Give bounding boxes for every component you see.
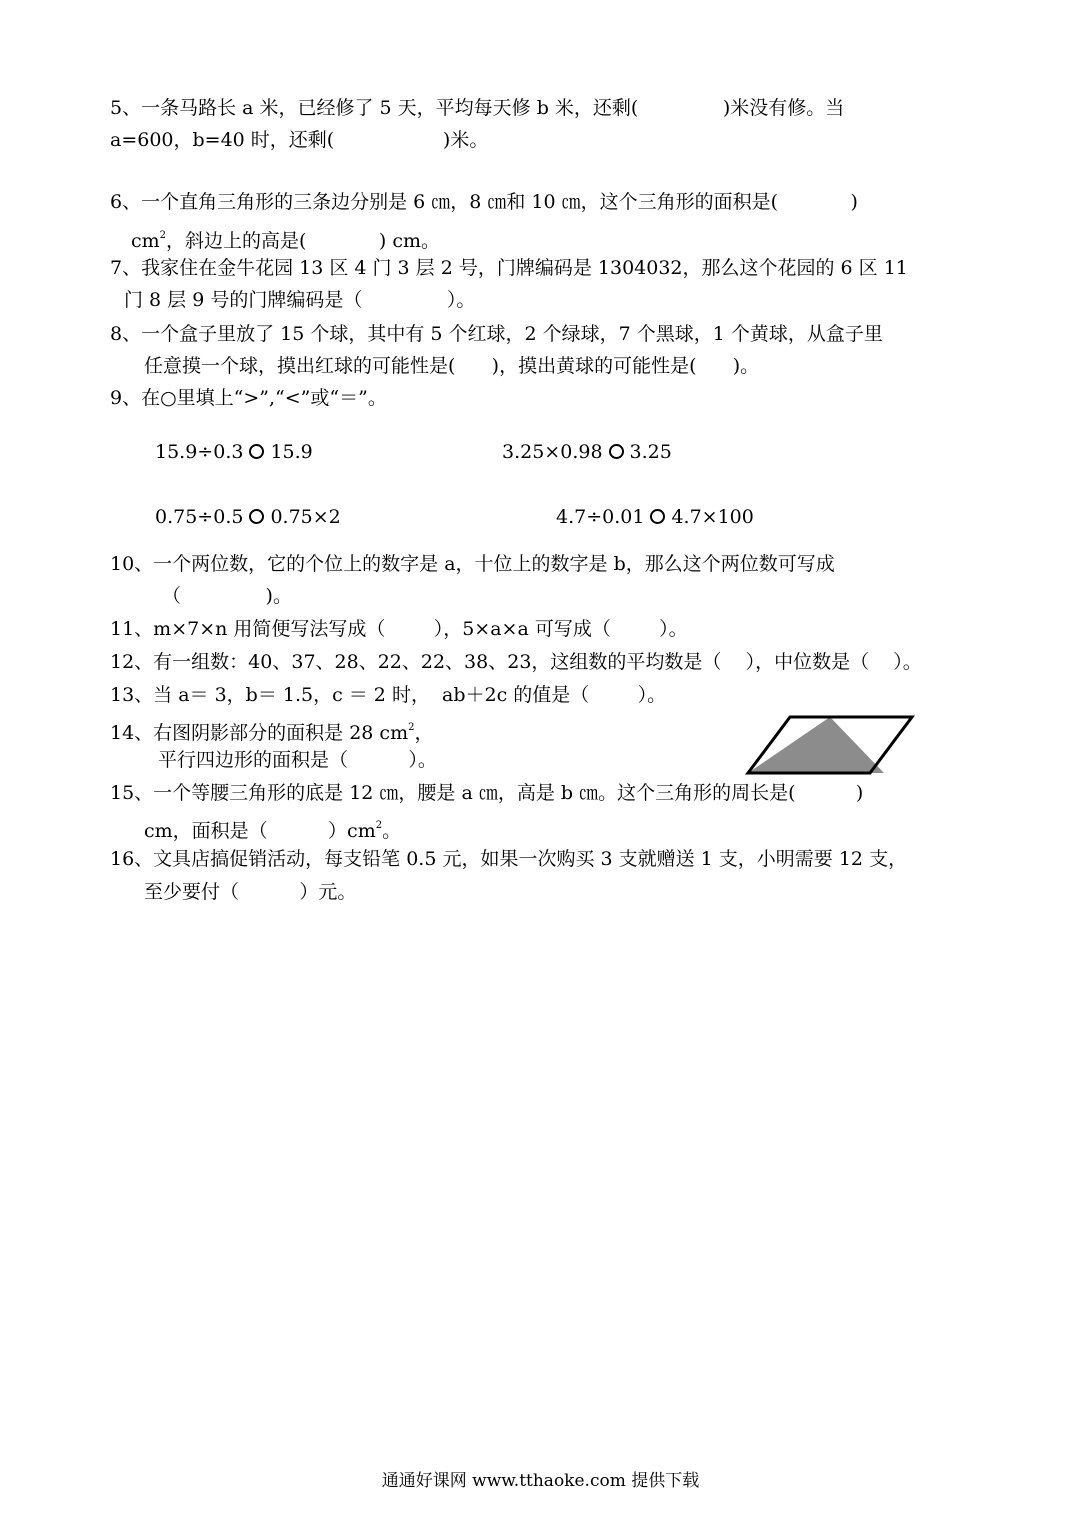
q9-item-4-left: 4.7÷0.01 [556,506,645,528]
q9-item-3-right: 0.75×2 [270,506,341,528]
q6-line2 [131,224,440,253]
q13: 13、当 a＝ 3，b＝ 1.5，c ＝ 2 时， ab＋2c 的值是（ ）。 [110,684,667,706]
circle-blank [609,444,624,459]
q14-line1-end: ， [414,722,434,744]
unit-cm: cm [131,230,160,252]
q7-line2: 门 8 层 9 号的门牌编码是（ ）。 [124,289,476,311]
circle-blank [249,509,264,524]
q5-line1: 5、一条马路长 a 米，已经修了 5 天，平均每天修 b 米，还剩( )米没有修。当 [110,97,845,119]
q9-item-4 [556,505,754,529]
q14-line1 [110,716,433,745]
superscript-2: 2 [159,230,167,241]
q11: 11、m×7×n 用简便写法写成（ ），5×a×a 可写成（ ）。 [110,618,688,640]
q10-line1: 10、一个两位数，它的个位上的数字是 a，十位上的数字是 b，那么这个两位数可写成 [110,553,835,575]
q15-line1: 15、一个等腰三角形的底是 12 ㎝，腰是 a ㎝，高是 b ㎝。这个三角形的周长是( ) [110,782,864,804]
q14-line2: 平行四边形的面积是（ ）。 [158,749,437,771]
q9-item-1-right: 15.9 [270,441,313,463]
circle-blank [249,444,264,459]
superscript-2: 2 [408,722,415,733]
q15-line2-text: cm，面积是（ ）cm [144,820,376,842]
q16-line1: 16、文具店搞促销活动，每支铅笔 0.5 元，如果一次购买 3 支就赠送 1 支，小明需要 12 支， [110,848,908,870]
q9-item-3 [155,505,341,529]
q6-line1: 6、一个直角三角形的三条边分别是 6 ㎝，8 ㎝和 10 ㎝，这个三角形的面积是( ) [110,191,858,213]
q9-item-4-right: 4.7×100 [671,506,754,528]
q6-line2-rest: ，斜边上的高是( ) cm。 [166,230,441,252]
q8-line2: 任意摸一个球，摸出红球的可能性是( )，摸出黄球的可能性是( )。 [144,355,760,377]
q9-item-1 [155,440,313,464]
page-footer: 通通好课网 www.tthaoke.com 提供下载 [381,1471,700,1491]
q9-item-2 [502,440,672,464]
q14-line1-text: 14、右图阴影部分的面积是 28 cm [110,722,409,744]
parallelogram-figure [744,713,916,777]
circle-blank [650,509,665,524]
q5-line2: a=600，b=40 时，还剩( )米。 [110,129,489,151]
q9-item-1-left: 15.9÷0.3 [155,441,244,463]
q9-item-2-left: 3.25×0.98 [502,441,603,463]
q8-line1: 8、一个盒子里放了 15 个球，其中有 5 个红球，2 个绿球，7 个黑球，1 个黄球，从盒子里 [110,323,883,345]
q16-line2: 至少要付（ ）元。 [144,881,357,903]
q9-item-3-left: 0.75÷0.5 [155,506,244,528]
superscript-2: 2 [375,820,383,831]
q9-item-2-right: 3.25 [629,441,672,463]
q10-line2: （ )。 [162,585,292,607]
q9-title: 9、在○里填上“>”,“<”或“＝”。 [110,387,387,409]
q7-line1: 7、我家住在金牛花园 13 区 4 门 3 层 2 号，门牌编码是 1304032，那么这个花园的 6 区 11 [110,257,908,279]
q12: 12、有一组数：40、37、28、22、22、38、23，这组数的平均数是（ ），中位数是（ ）。 [110,651,922,673]
q15-line2 [144,814,401,843]
q15-line2-end: 。 [382,820,402,842]
